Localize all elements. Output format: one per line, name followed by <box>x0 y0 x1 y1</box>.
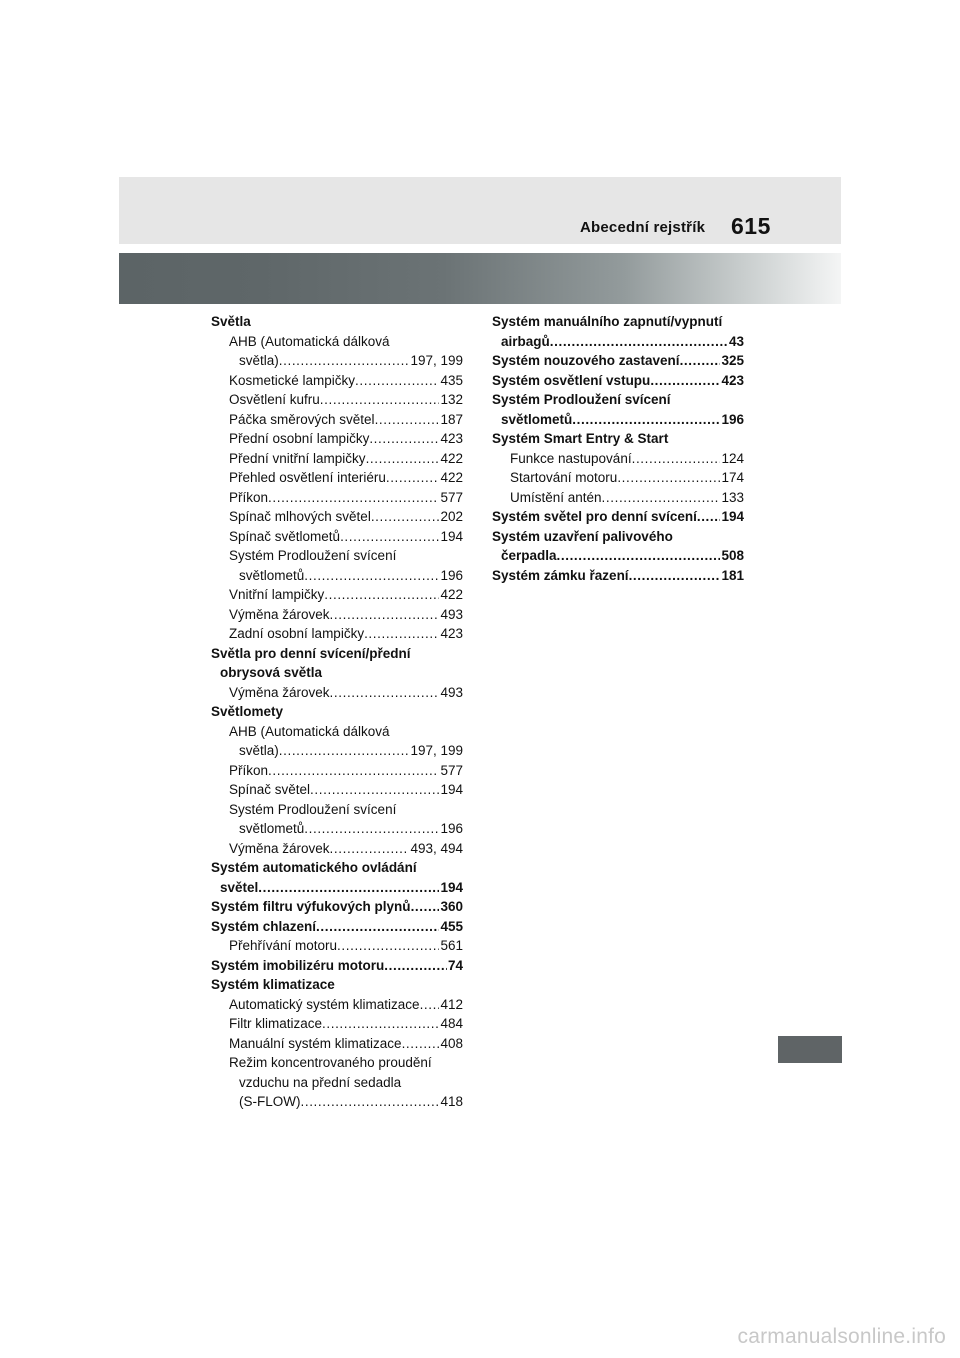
index-entry-text: AHB (Automatická dálková <box>229 723 390 739</box>
index-entry <box>211 410 463 430</box>
index-entry-text: Přehled osvětlení interiéru <box>229 470 386 485</box>
index-entry-page: 493 <box>440 606 463 622</box>
index-entry-text: Výměna žárovek <box>229 606 330 622</box>
index-entry-page: 187 <box>440 411 463 427</box>
index-entry-text: Zadní osobní lampičky <box>229 626 365 641</box>
index-column-left <box>211 312 463 1112</box>
index-entry-page: 196 <box>721 411 744 427</box>
dot-leader <box>340 527 439 547</box>
index-entry-page: 194 <box>440 782 463 797</box>
index-entry <box>211 566 463 586</box>
dot-leader <box>680 351 721 371</box>
dot-leader <box>355 371 439 391</box>
dot-leader <box>268 761 439 781</box>
index-entry-page: 435 <box>440 372 463 388</box>
index-entry-text: vzduchu na přední sedadla <box>239 1074 402 1090</box>
index-entry <box>211 1014 463 1034</box>
index-entry-text: Filtr klimatizace <box>229 1016 323 1031</box>
index-entry-page: 197, 199 <box>410 353 463 368</box>
index-entry <box>211 761 463 781</box>
index-entry <box>211 839 463 859</box>
index-entry-text: Systém nouzového zastavení <box>492 353 680 368</box>
dot-leader <box>304 819 439 839</box>
dot-leader <box>322 1014 439 1034</box>
index-entry <box>211 917 463 937</box>
dot-leader <box>279 351 410 371</box>
dot-leader <box>310 780 439 800</box>
index-entry-text: Výměna žárovek <box>229 684 330 700</box>
index-entry <box>492 312 744 332</box>
index-entry <box>211 975 463 995</box>
index-entry <box>211 858 463 878</box>
index-entry-text: čerpadla <box>501 548 557 563</box>
index-entry-text: Systém imobilizéru motoru <box>211 957 385 973</box>
index-entry-text: Přední osobní lampičky <box>229 431 370 446</box>
index-entry <box>492 371 744 391</box>
dot-leader <box>550 332 728 352</box>
dot-leader <box>384 956 447 976</box>
index-entry <box>211 429 463 449</box>
dot-leader <box>324 585 439 605</box>
index-entry-text: světlometů <box>501 411 573 427</box>
index-entry <box>211 585 463 605</box>
index-entry-text: Světla <box>211 314 251 329</box>
index-entry <box>492 332 744 352</box>
index-entry <box>211 741 463 761</box>
dot-leader <box>369 429 439 449</box>
index-entry-text: Světlomety <box>211 704 284 719</box>
dot-leader <box>330 839 410 859</box>
dot-leader <box>301 1092 440 1112</box>
index-entry <box>492 410 744 430</box>
index-entry <box>211 312 463 332</box>
section-tab-marker <box>778 1036 842 1063</box>
index-entry-page: 418 <box>440 1094 463 1109</box>
index-entry-page: 561 <box>440 938 463 953</box>
dot-leader <box>557 546 721 566</box>
index-entry-text: Přední vnitřní lampičky <box>229 450 366 466</box>
index-entry-page: 423 <box>440 626 463 641</box>
page-number: 615 <box>731 213 771 239</box>
index-entry-page: 422 <box>440 450 463 466</box>
dot-leader <box>337 936 439 956</box>
index-entry-text: Systém osvětlení vstupu <box>492 372 651 388</box>
index-entry <box>211 332 463 352</box>
dot-leader <box>320 390 440 410</box>
index-entry-text: (S-FLOW) <box>239 1094 301 1109</box>
index-entry-page: 133 <box>721 489 744 505</box>
index-entry <box>211 507 463 527</box>
index-entry <box>211 449 463 469</box>
dot-leader <box>602 488 721 508</box>
index-entry-page: 194 <box>440 528 463 544</box>
index-entry <box>211 956 463 976</box>
index-entry-page: 202 <box>440 509 463 524</box>
index-entry-text: Systém Prodloužení svícení <box>492 392 671 407</box>
dot-leader <box>371 507 440 527</box>
dot-leader <box>632 449 721 469</box>
index-entry-page: 422 <box>440 470 463 485</box>
index-entry <box>492 468 744 488</box>
index-entry-page: 360 <box>440 899 463 914</box>
index-entry <box>211 722 463 742</box>
index-entry <box>211 819 463 839</box>
index-entry <box>211 995 463 1015</box>
index-entry <box>211 683 463 703</box>
index-entry-text: Systém klimatizace <box>211 977 335 992</box>
dot-leader <box>420 995 440 1015</box>
index-entry-text: Příkon <box>229 489 269 505</box>
index-entry-text: Spínač světlometů <box>229 528 341 544</box>
dot-leader <box>411 897 440 917</box>
index-entry-text: Systém chlazení <box>211 918 317 934</box>
dot-leader <box>697 507 721 527</box>
index-entry-text: Režim koncentrovaného proudění <box>229 1055 432 1070</box>
index-entry <box>211 605 463 625</box>
index-entry <box>492 429 744 449</box>
dot-leader <box>304 566 439 586</box>
index-entry <box>492 546 744 566</box>
dot-leader <box>268 488 439 508</box>
watermark-text: carmanualsonline.info <box>737 1325 946 1348</box>
index-entry-text: světla) <box>239 743 279 758</box>
index-entry <box>211 936 463 956</box>
index-entry <box>492 527 744 547</box>
dot-leader <box>617 468 720 488</box>
index-entry-text: Manuální systém klimatizace <box>229 1035 402 1051</box>
index-column-right <box>492 312 744 585</box>
index-entry-text: Umístění antén <box>510 489 602 505</box>
index-entry-page: 423 <box>721 372 744 388</box>
index-entry <box>211 390 463 410</box>
index-entry-text: světel <box>220 879 259 895</box>
index-entry-text: Přehřívání motoru <box>229 938 338 953</box>
index-entry-text: Vnitřní lampičky <box>229 587 325 602</box>
index-entry <box>492 390 744 410</box>
index-entry-page: 132 <box>440 392 463 407</box>
index-entry <box>211 1073 463 1093</box>
dot-leader <box>375 410 440 430</box>
index-entry-text: Systém Prodloužení svícení <box>229 801 397 817</box>
dot-leader <box>258 878 439 898</box>
index-entry-page: 493 <box>440 684 463 700</box>
header-gradient-bar <box>119 253 841 304</box>
index-entry <box>211 644 463 664</box>
index-entry <box>492 449 744 469</box>
dot-leader <box>330 683 440 703</box>
index-entry <box>211 371 463 391</box>
index-entry-page: 422 <box>440 587 463 602</box>
index-entry-text: Výměna žárovek <box>229 840 330 856</box>
index-entry-text: světla) <box>239 353 279 368</box>
index-entry-text: Systém Smart Entry & Start <box>492 431 669 446</box>
index-entry <box>211 702 463 722</box>
index-entry <box>492 351 744 371</box>
index-entry <box>211 897 463 917</box>
index-entry <box>492 566 744 586</box>
index-entry-page: 577 <box>440 762 463 778</box>
index-entry <box>211 1034 463 1054</box>
index-entry-page: 181 <box>721 567 744 583</box>
index-entry-text: airbagů <box>501 333 550 349</box>
dot-leader <box>402 1034 440 1054</box>
index-entry <box>492 488 744 508</box>
index-entry-page: 196 <box>440 567 463 583</box>
index-entry-text: Funkce nastupování <box>510 450 632 466</box>
index-entry <box>211 878 463 898</box>
index-entry-page: 74 <box>447 957 463 973</box>
index-entry <box>211 800 463 820</box>
index-entry-text: Automatický systém klimatizace <box>229 996 420 1012</box>
index-entry-text: Spínač světel <box>229 782 311 797</box>
dot-leader <box>629 566 721 586</box>
index-entry-text: Systém automatického ovládání <box>211 860 417 875</box>
index-entry-text: Systém světel pro denní svícení <box>492 509 697 524</box>
index-entry-text: Páčka směrových světel <box>229 411 375 427</box>
dot-leader <box>316 917 439 937</box>
index-entry-text: Systém filtru výfukových plynů <box>211 899 411 914</box>
index-entry-text: AHB (Automatická dálková <box>229 333 390 349</box>
index-entry <box>211 351 463 371</box>
index-entry-page: 174 <box>721 470 744 485</box>
index-entry-page: 508 <box>721 548 744 563</box>
index-entry-text: Systém manuálního zapnutí/vypnutí <box>492 314 723 329</box>
index-entry-page: 577 <box>440 489 463 505</box>
index-entry-text: Systém Prodloužení svícení <box>229 548 397 563</box>
dot-leader <box>330 605 440 625</box>
index-entry-page: 194 <box>721 509 744 524</box>
index-entry <box>211 780 463 800</box>
dot-leader <box>650 371 720 391</box>
index-entry-text: Příkon <box>229 762 269 778</box>
index-entry-page: 197, 199 <box>410 743 463 758</box>
index-entry-text: světlometů <box>239 567 305 583</box>
dot-leader <box>386 468 440 488</box>
index-entry-text: Startování motoru <box>510 470 618 485</box>
dot-leader <box>572 410 720 430</box>
dot-leader <box>279 741 410 761</box>
index-entry <box>211 468 463 488</box>
dot-leader <box>364 624 439 644</box>
index-entry-page: 196 <box>440 821 463 836</box>
index-entry-page: 43 <box>728 333 744 349</box>
index-entry-page: 194 <box>440 879 463 895</box>
index-entry <box>211 663 463 683</box>
index-entry <box>211 1092 463 1112</box>
index-entry-page: 408 <box>440 1035 463 1051</box>
index-entry-page: 484 <box>440 1016 463 1031</box>
index-entry-page: 412 <box>440 996 463 1012</box>
index-entry <box>211 488 463 508</box>
index-entry-text: Systém zámku řazení <box>492 567 629 583</box>
index-entry-text: Spínač mlhových světel <box>229 509 371 524</box>
index-entry <box>211 624 463 644</box>
index-entry-page: 325 <box>721 353 744 368</box>
index-entry <box>492 507 744 527</box>
index-entry-page: 493, 494 <box>410 840 463 856</box>
section-title: Abecední rejstřík <box>580 219 706 236</box>
index-entry-page: 455 <box>440 918 463 934</box>
index-entry-text: Kosmetické lampičky <box>229 372 356 388</box>
index-entry-text: Systém uzavření palivového <box>492 528 673 544</box>
index-entry-text: světlometů <box>239 821 305 836</box>
index-entry-page: 423 <box>440 431 463 446</box>
index-entry <box>211 527 463 547</box>
index-entry-page: 124 <box>721 450 744 466</box>
index-entry-text: Světla pro denní svícení/přední <box>211 645 411 661</box>
index-entry <box>211 1053 463 1073</box>
index-entry-text: obrysová světla <box>220 665 323 680</box>
index-entry-text: Osvětlení kufru <box>229 392 320 407</box>
index-entry <box>211 546 463 566</box>
dot-leader <box>366 449 440 469</box>
